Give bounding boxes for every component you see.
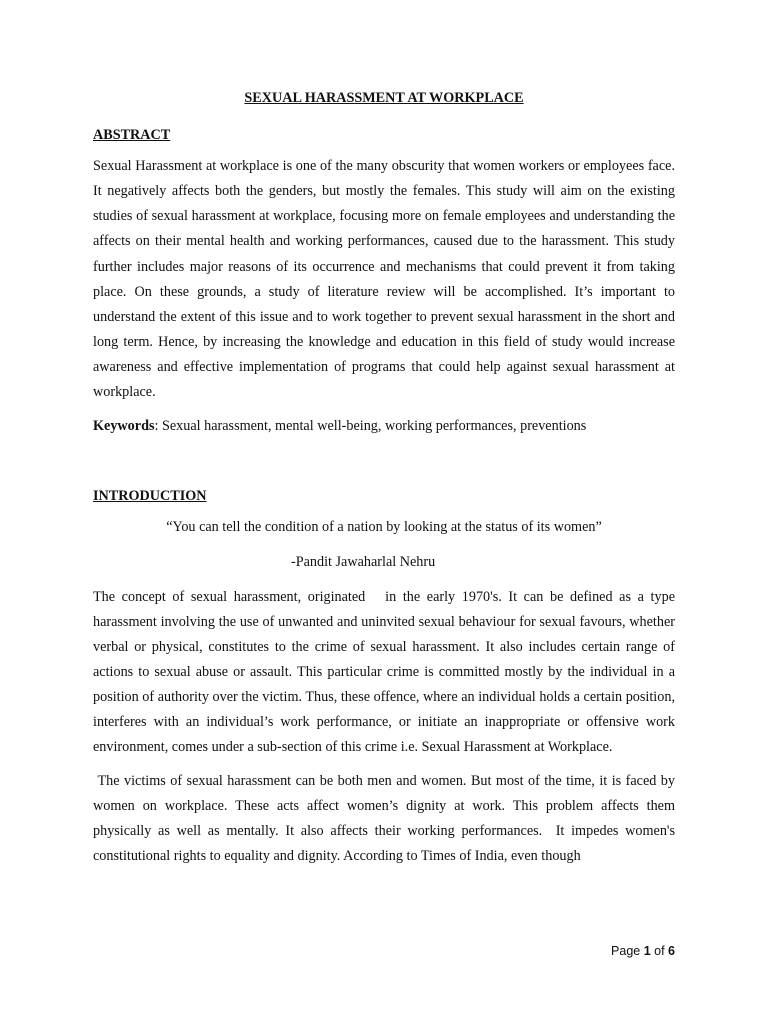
introduction-paragraph-2: The victims of sexual harassment can be both men and women. But most of the time, it is faced by women on workplace. These acts affect women’s dignity at work. This problem affects them physically as well as mentally. It also affects their working performances. It impedes women's constitutional rights to equality and dignity. According to Times of India, even though [93,773,679,865]
abstract-paragraph: Sexual Harassment at workplace is one of the many obscurity that women workers or employees face. It negatively affects both the genders, but mostly the females. This study will aim on the existing studies of sexual harassment at workplace, focusing more on female employees and understanding the affects on their mental health and working performances, caused due to the harassment. This study further includes major reasons of its occurrence and mechanisms that could prevent it from taking place. On these grounds, a study of literature review will be accomplished. It’s important to understand the extent of this issue and to work together to prevent sexual harassment in the short and long term. Hence, by increasing the knowledge and education in this field of study would increase awareness and effective implementation of programs that could help against sexual harassment at workplace. [93,158,675,401]
quote-attribution: -Pandit Jawaharlal Nehru [291,554,436,571]
keywords-label: Keywords [93,418,155,435]
abstract-heading: ABSTRACT [93,127,171,144]
keywords-line [93,414,675,439]
page-label: Page [611,944,644,958]
current-page-number: 1 [643,944,651,958]
keywords-text: : Sexual harassment, mental well-being, working performances, preventions [154,418,587,435]
page-number-footer [611,944,675,958]
nehru-quote: “You can tell the condition of a nation by looking at the status of its women” [166,519,602,536]
introduction-heading: INTRODUCTION [93,488,207,505]
page-content [93,86,683,879]
document-title: SEXUAL HARASSMENT AT WORKPLACE [244,90,524,106]
of-label: of [650,944,669,958]
total-pages-number: 6 [668,944,675,958]
introduction-paragraph-1: The concept of sexual harassment, originated in the early 1970's. It can be defined as a type harassment involving the use of unwanted and uninvited sexual behaviour for sexual favours, whether verbal or physical, constitutes to the crime of sexual harassment. It also includes certain range of actions to sexual abuse or assault. This particular crime is committed mostly by the individual in a position of authority over the victim. Thus, these offence, where an individual holds a certain position, interferes with an individual’s work performance, or initiate an inappropriate or offensive work environment, comes under a sub-section of this crime i.e. Sexual Harassment at Workplace. [93,588,683,756]
